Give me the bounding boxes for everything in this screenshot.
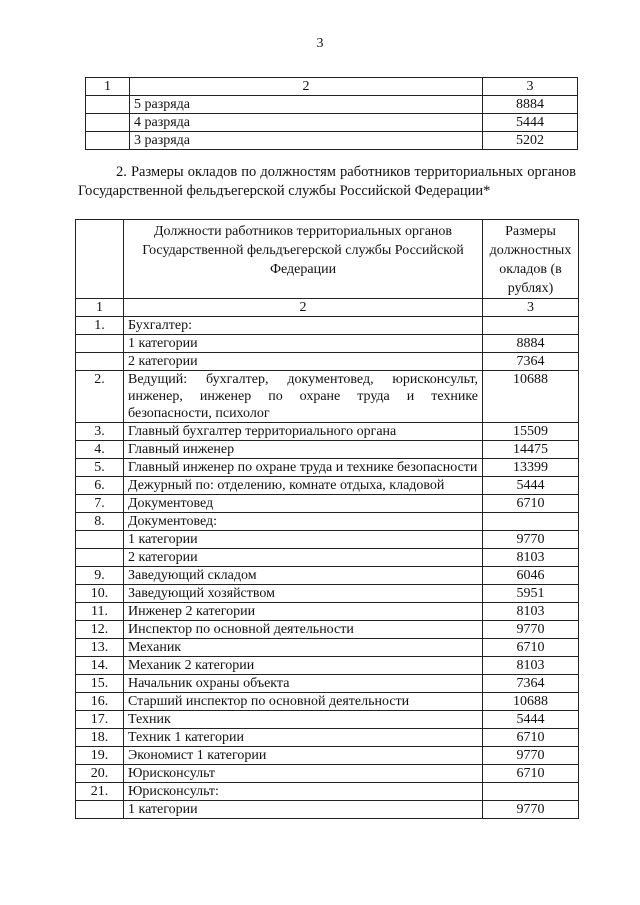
table-row — [76, 531, 579, 549]
salary-value: 8103 — [483, 603, 579, 621]
table-row — [76, 459, 579, 477]
row-number — [76, 531, 124, 549]
position-name: 1 категории — [124, 801, 483, 819]
salary-value: 6710 — [483, 495, 579, 513]
position-name: Инспектор по основной деятельности — [124, 621, 483, 639]
position-name: 2 категории — [124, 549, 483, 567]
table-row — [76, 567, 579, 585]
salary-value: 7364 — [483, 675, 579, 693]
position-name: Техник 1 категории — [124, 729, 483, 747]
salary-value: 5444 — [483, 114, 578, 132]
salary-value — [483, 513, 579, 531]
salary-value: 6046 — [483, 567, 579, 585]
salary-value: 5444 — [483, 477, 579, 495]
row-number: 9. — [76, 567, 124, 585]
table-row — [76, 711, 579, 729]
table-row — [76, 747, 579, 765]
position-name: 1 категории — [124, 335, 483, 353]
table-row — [76, 477, 579, 495]
row-number: 21. — [76, 783, 124, 801]
row-number: 14. — [76, 657, 124, 675]
salary-value: 6710 — [483, 729, 579, 747]
salary-value: 8103 — [483, 549, 579, 567]
row-number: 3. — [76, 423, 124, 441]
salary-value: 9770 — [483, 621, 579, 639]
row-number: 8. — [76, 513, 124, 531]
table-row — [76, 423, 579, 441]
salary-value: 10688 — [483, 693, 579, 711]
position-name: 5 разряда — [130, 96, 483, 114]
position-name: Экономист 1 категории — [124, 747, 483, 765]
row-number: 5. — [76, 459, 124, 477]
row-number: 4. — [76, 441, 124, 459]
row-number — [86, 114, 130, 132]
salary-value: 5202 — [483, 132, 578, 150]
position-name: Инженер 2 категории — [124, 603, 483, 621]
row-number: 19. — [76, 747, 124, 765]
salary-table — [75, 219, 579, 819]
table-row — [76, 335, 579, 353]
table-row — [76, 765, 579, 783]
row-number — [86, 132, 130, 150]
position-name: Главный инженер — [124, 441, 483, 459]
salary-value: 13399 — [483, 459, 579, 477]
salary-value: 5444 — [483, 711, 579, 729]
table-row — [76, 371, 579, 423]
position-name: 2 категории — [124, 353, 483, 371]
salary-value: 9770 — [483, 801, 579, 819]
row-number: 17. — [76, 711, 124, 729]
salary-value: 15509 — [483, 423, 579, 441]
salary-value: 8884 — [483, 335, 579, 353]
row-number: 20. — [76, 765, 124, 783]
row-number: 16. — [76, 693, 124, 711]
table-row — [86, 132, 578, 150]
table-row — [76, 513, 579, 531]
table-row — [76, 353, 579, 371]
salary-table-continuation — [85, 77, 578, 150]
table-row — [76, 783, 579, 801]
table-row — [76, 603, 579, 621]
row-number — [76, 801, 124, 819]
table-row — [86, 96, 578, 114]
row-number: 2. — [76, 371, 124, 423]
position-name: Начальник охраны объекта — [124, 675, 483, 693]
row-number: 6. — [76, 477, 124, 495]
position-name: Заведующий хозяйством — [124, 585, 483, 603]
salary-value: 8103 — [483, 657, 579, 675]
row-number: 18. — [76, 729, 124, 747]
row-number: 13. — [76, 639, 124, 657]
salary-value — [483, 317, 579, 335]
salary-value: 9770 — [483, 531, 579, 549]
salary-value: 6710 — [483, 639, 579, 657]
row-number: 7. — [76, 495, 124, 513]
table-row — [76, 621, 579, 639]
position-name: Ведущий: бухгалтер, документовед, юрисконсульт, инженер, инженер по охране труда и технике безопасности, психолог — [124, 371, 483, 423]
row-number — [86, 96, 130, 114]
row-number: 15. — [76, 675, 124, 693]
row-number: 10. — [76, 585, 124, 603]
table-row — [76, 693, 579, 711]
position-name: Техник — [124, 711, 483, 729]
position-name: Дежурный по: отделению, комнате отдыха, кладовой — [124, 477, 483, 495]
salary-value: 10688 — [483, 371, 579, 423]
salary-value: 14475 — [483, 441, 579, 459]
position-name: Старший инспектор по основной деятельности — [124, 693, 483, 711]
position-name: Главный инженер по охране труда и технике безопасности — [124, 459, 483, 477]
col-number-2: 2 — [130, 78, 483, 96]
position-name: Юрисконсульт: — [124, 783, 483, 801]
col-number-1: 1 — [76, 299, 124, 317]
salary-value: 9770 — [483, 747, 579, 765]
header-salary: Размеры должностных окладов (в рублях) — [483, 220, 579, 299]
table-row — [76, 495, 579, 513]
column-number-row — [76, 299, 579, 317]
row-number: 12. — [76, 621, 124, 639]
col-number-2: 2 — [124, 299, 483, 317]
table-row — [76, 801, 579, 819]
row-number — [76, 335, 124, 353]
table-row — [76, 549, 579, 567]
table-row — [76, 675, 579, 693]
table-row — [76, 441, 579, 459]
position-name: Механик — [124, 639, 483, 657]
row-number — [76, 549, 124, 567]
header-position: Должности работников территориальных органов Государственной фельдъегерской службы Российской Федерации — [124, 220, 483, 299]
col-number-1: 1 — [86, 78, 130, 96]
position-name: 1 категории — [124, 531, 483, 549]
table-row — [86, 114, 578, 132]
position-name: Заведующий складом — [124, 567, 483, 585]
position-name: Главный бухгалтер территориального органа — [124, 423, 483, 441]
section-title-text: 2. Размеры окладов по должностям работников территориальных органов Государственной фельдъегерской службы Российской Федерации* — [78, 164, 576, 199]
header-number-cell — [76, 220, 124, 299]
table-row — [76, 317, 579, 335]
table-row — [76, 729, 579, 747]
table-row — [76, 585, 579, 603]
position-name: Документовед — [124, 495, 483, 513]
col-number-3: 3 — [483, 299, 579, 317]
row-number: 11. — [76, 603, 124, 621]
position-name: 4 разряда — [130, 114, 483, 132]
position-name: Юрисконсульт — [124, 765, 483, 783]
position-name: 3 разряда — [130, 132, 483, 150]
salary-value: 7364 — [483, 353, 579, 371]
position-name: Бухгалтер: — [124, 317, 483, 335]
row-number: 1. — [76, 317, 124, 335]
salary-value: 5951 — [483, 585, 579, 603]
table-row — [76, 639, 579, 657]
salary-value — [483, 783, 579, 801]
position-name: Документовед: — [124, 513, 483, 531]
section-title — [78, 163, 576, 201]
col-number-3: 3 — [483, 78, 578, 96]
page-number: 3 — [316, 36, 324, 51]
position-name: Механик 2 категории — [124, 657, 483, 675]
table-header-row — [76, 220, 579, 299]
salary-value: 6710 — [483, 765, 579, 783]
row-number — [76, 353, 124, 371]
table-header-row — [86, 78, 578, 96]
salary-value: 8884 — [483, 96, 578, 114]
table-row — [76, 657, 579, 675]
